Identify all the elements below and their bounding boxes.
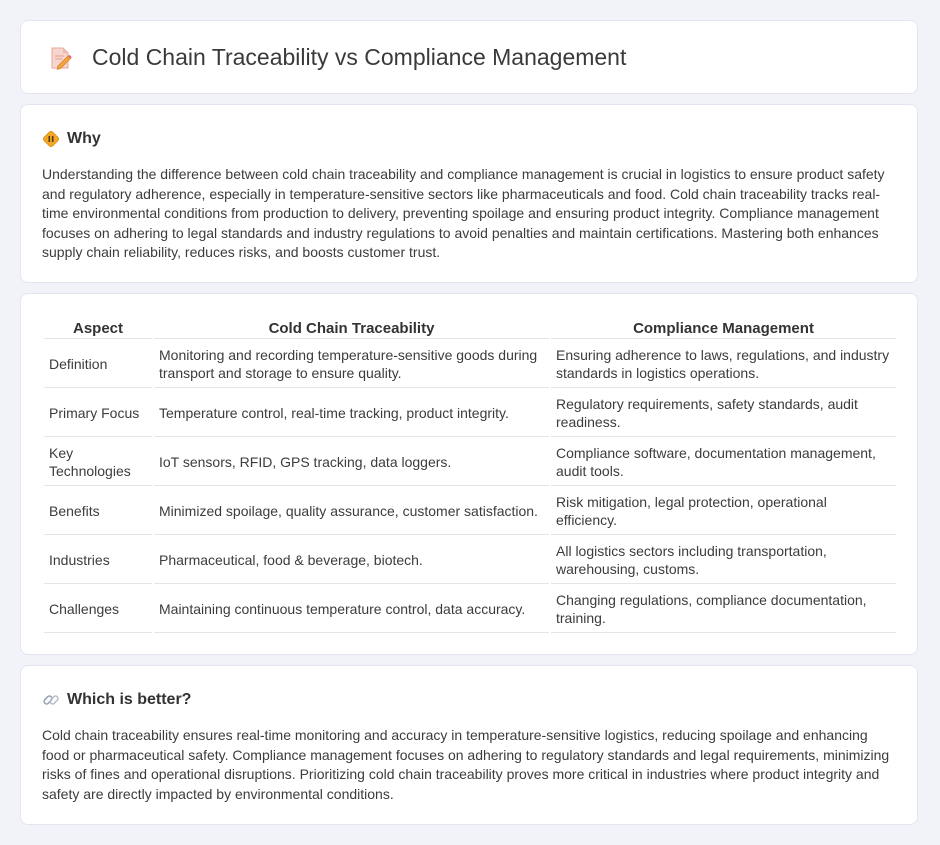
row-compliance: Ensuring adherence to laws, regulations, and industry standards in logistics operations. [551,341,896,388]
row-compliance: Risk mitigation, legal protection, operational efficiency. [551,488,896,535]
row-cold-chain: IoT sensors, RFID, GPS tracking, data loggers. [154,439,549,486]
row-compliance: All logistics sectors including transportation, warehousing, customs. [551,537,896,584]
table-row [44,586,896,633]
table-header-row [44,316,896,339]
table-row [44,390,896,437]
table-row [44,537,896,584]
row-aspect: Primary Focus [44,390,152,437]
row-cold-chain: Maintaining continuous temperature control, data accuracy. [154,586,549,633]
row-cold-chain: Pharmaceutical, food & beverage, biotech. [154,537,549,584]
which-better-section [20,665,918,825]
document-pencil-icon [47,45,73,71]
row-aspect: Industries [44,537,152,584]
comparison-table [42,314,898,635]
row-aspect: Challenges [44,586,152,633]
better-text: Cold chain traceability ensures real-time monitoring and accuracy in temperature-sensitive logistics, reducing spoilage and enhancing food or pharmaceutical safety. Compliance management focuses on adhering to regulatory standards and legal requirements, minimizing risks of fines and operational disruptions. Prioritizing cold chain traceability proves more critical in industries where product integrity and safety are directly impacted by environmental conditions. [42,727,890,802]
row-aspect: Key Technologies [44,439,152,486]
header-cold-chain: Cold Chain Traceability [154,316,549,339]
why-heading: Why [67,130,101,147]
page-title: Cold Chain Traceability vs Compliance Management [92,44,627,70]
row-compliance: Changing regulations, compliance documentation, training. [551,586,896,633]
why-section [20,104,918,283]
row-cold-chain: Temperature control, real-time tracking, product integrity. [154,390,549,437]
row-compliance: Regulatory requirements, safety standards, audit readiness. [551,390,896,437]
header-card [20,20,918,94]
why-text: Understanding the difference between cold chain traceability and compliance management is crucial in logistics to ensure product safety and regulatory adherence, especially in temperature-sensitive sectors like pharmaceuticals and food. Cold chain traceability tracks real-time environmental conditions from production to delivery, preventing spoilage and ensuring product integrity. Compliance management focuses on adhering to legal standards and industry regulations to avoid penalties and maintain certifications. Mastering both enhances supply chain reliability, reduces risks, and boosts customer trust. [42,166,885,261]
row-compliance: Compliance software, documentation management, audit tools. [551,439,896,486]
header-compliance: Compliance Management [551,316,896,339]
table-row [44,341,896,388]
header-aspect: Aspect [44,316,152,339]
link-icon [42,691,60,709]
table-row [44,439,896,486]
why-heading-row [42,129,101,149]
better-heading: Which is better? [67,691,192,708]
better-heading-row [42,690,191,710]
table-row [44,488,896,535]
row-cold-chain: Monitoring and recording temperature-sensitive goods during transport and storage to ensure quality. [154,341,549,388]
diamond-sign-icon [42,130,60,148]
row-aspect: Definition [44,341,152,388]
comparison-card [20,293,918,655]
row-aspect: Benefits [44,488,152,535]
row-cold-chain: Minimized spoilage, quality assurance, customer satisfaction. [154,488,549,535]
